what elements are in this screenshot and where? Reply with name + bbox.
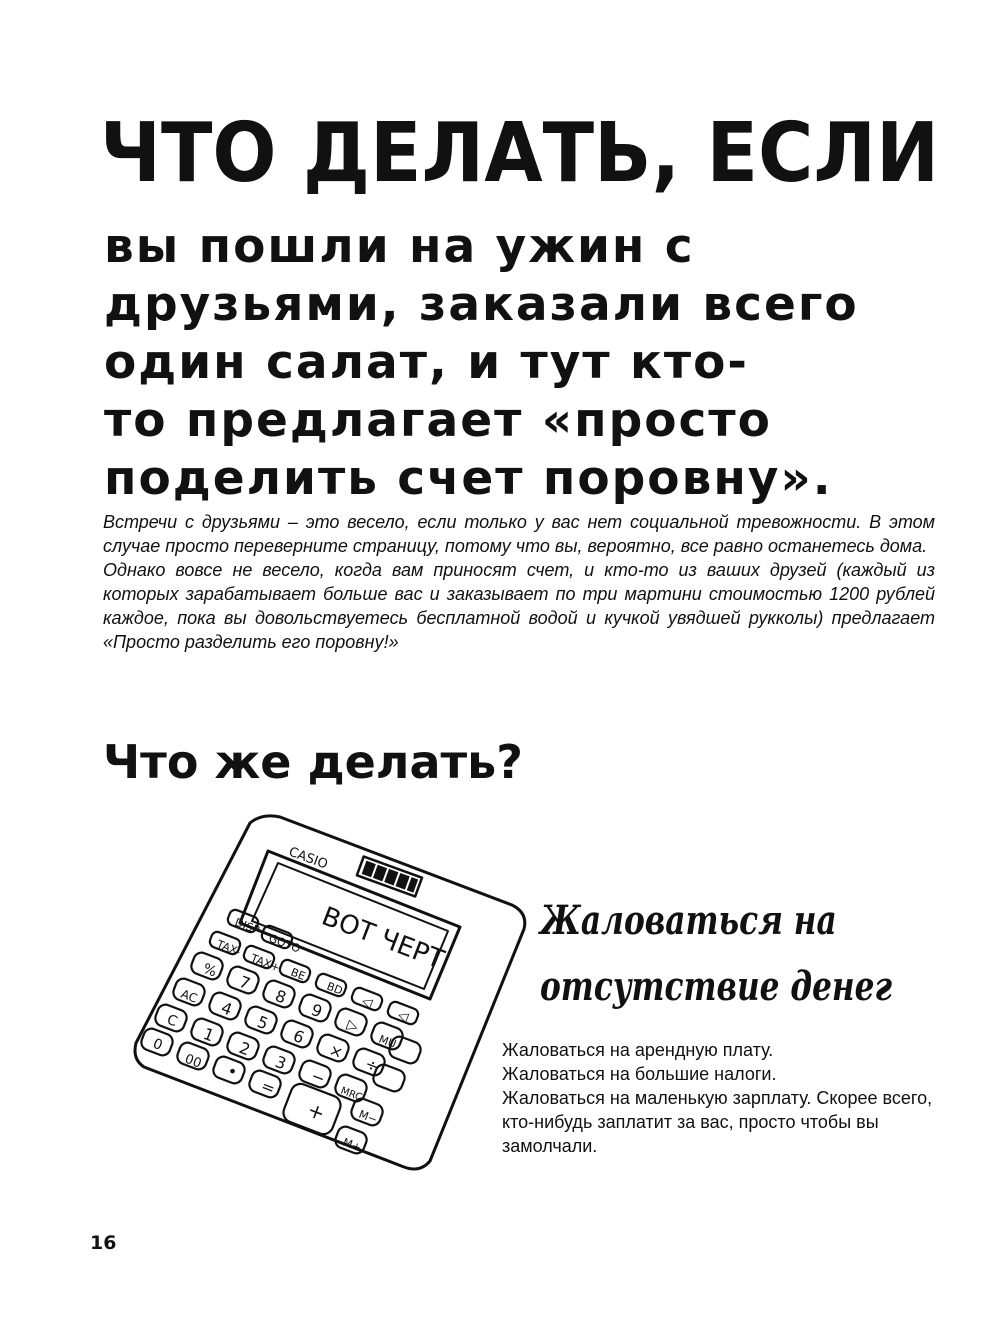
svg-text:BD: BD <box>324 979 345 998</box>
subtitle-line: поделить счет поровну». <box>104 451 833 506</box>
svg-text:◁: ◁ <box>395 1007 411 1026</box>
svg-text:M+: M+ <box>340 1135 364 1155</box>
tip-title <box>540 888 893 1020</box>
subtitle-line: один салат, и тут кто- <box>104 335 749 390</box>
tip-title-line: отсутствие денег <box>540 963 893 1010</box>
svg-text:DISP: DISP <box>232 915 262 937</box>
subtitle-line: друзьями, заказали всего <box>104 277 859 332</box>
svg-text:TAX-: TAX- <box>214 937 243 959</box>
svg-text:0: 0 <box>150 1035 165 1054</box>
svg-text:5: 5 <box>254 1011 271 1034</box>
svg-text:M−: M− <box>356 1107 380 1127</box>
svg-text:◁: ◁ <box>359 993 375 1012</box>
tip-body-line: Жаловаться на большие налоги. <box>502 1064 777 1084</box>
svg-text:−: − <box>308 1065 328 1089</box>
intro-paragraph: Встречи с друзьями – это весело, если только у вас нет социальной тревожности. В этом случае просто переверните страницу, потому что вы, вероятно, все равно останетесь дома. <box>103 512 935 556</box>
tip-body-line: Жаловаться на маленькую зарплату. Скорее всего, кто-нибудь заплатит за вас, просто чтобы вы замолчали. <box>502 1088 933 1156</box>
page-number: 16 <box>90 1232 117 1254</box>
svg-text:00: 00 <box>182 1051 204 1072</box>
svg-text:=: = <box>258 1075 278 1099</box>
svg-text:GOTO: GOTO <box>266 931 302 956</box>
svg-text:BE: BE <box>288 965 308 983</box>
section-heading: Что же делать? <box>103 735 523 789</box>
tip-body <box>502 1038 942 1158</box>
svg-text:2: 2 <box>236 1037 253 1060</box>
svg-text:6: 6 <box>290 1025 307 1048</box>
page-title: ЧТО ДЕЛАТЬ, ЕСЛИ <box>100 106 940 201</box>
svg-text:%: % <box>200 960 219 981</box>
tip-title-line: Жаловаться на <box>540 897 837 944</box>
svg-text:7: 7 <box>236 971 253 994</box>
svg-text:MU: MU <box>376 1032 398 1052</box>
svg-text:+: + <box>304 1097 329 1126</box>
calculator-illustration <box>130 805 550 1175</box>
svg-text:•: • <box>224 1060 241 1083</box>
display-text: ВОТ ЧЕРТ <box>317 901 448 976</box>
svg-text:8: 8 <box>272 985 289 1008</box>
svg-text:1: 1 <box>200 1023 217 1046</box>
intro-text <box>103 510 935 654</box>
calculator-brand: CASIO <box>286 844 330 873</box>
page-subtitle <box>104 218 884 508</box>
svg-text:C: C <box>164 1011 180 1031</box>
svg-text:9: 9 <box>308 999 325 1022</box>
svg-text:×: × <box>326 1039 346 1063</box>
tip-body-line: Жаловаться на арендную плату. <box>502 1040 774 1060</box>
svg-text:3: 3 <box>272 1051 289 1074</box>
subtitle-line: то предлагает «просто <box>104 393 772 448</box>
svg-text:TAX+: TAX+ <box>248 951 282 975</box>
intro-paragraph: Однако вовсе не весело, когда вам приносят счет, и кто-то из ваших друзей (каждый из которых зарабатывает больше вас и заказывает по три мартини стоимостью 1200 рублей каждое, пока вы довольствуетесь бесплатной водой и кучкой увядшей рукколы) предлагает «Просто разделить его поровну!» <box>103 560 935 652</box>
svg-text:▷: ▷ <box>344 1016 361 1036</box>
subtitle-line: вы пошли на ужин с <box>104 219 695 274</box>
svg-text:÷: ÷ <box>362 1053 382 1077</box>
svg-text:4: 4 <box>218 997 235 1020</box>
svg-text:AC: AC <box>178 986 200 1006</box>
svg-text:MRC: MRC <box>338 1085 364 1104</box>
